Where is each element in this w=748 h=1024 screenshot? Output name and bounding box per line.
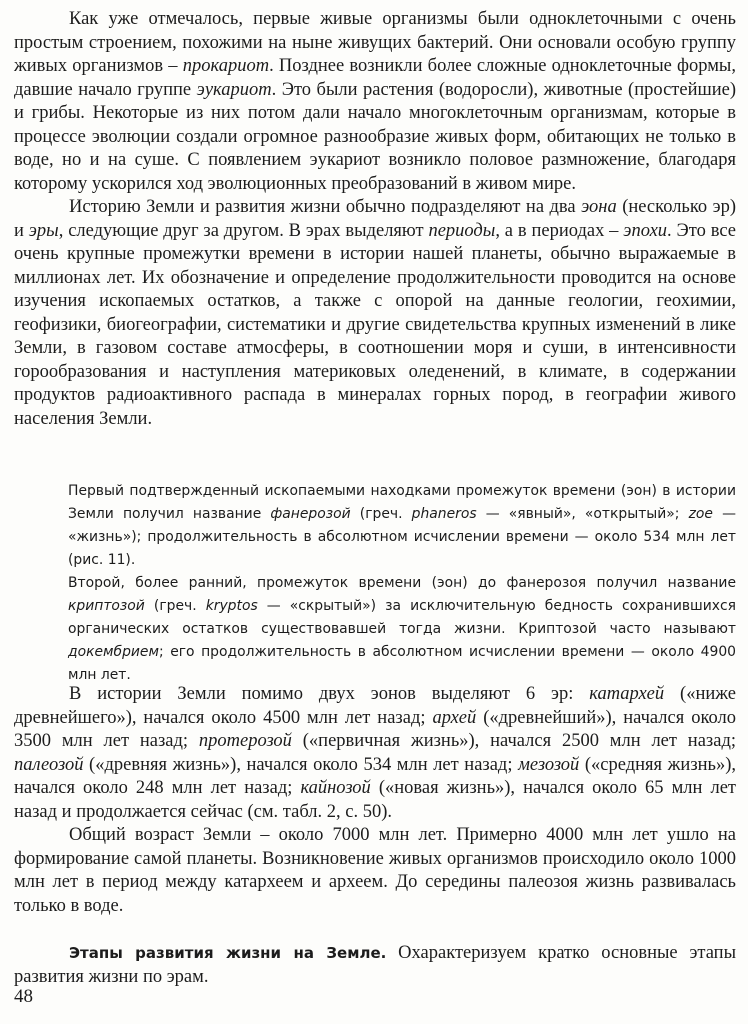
term-phanerozoic: фанерозой — [270, 506, 351, 522]
paragraph-stages — [14, 942, 736, 989]
note-cryptozoic — [68, 572, 736, 687]
main-text-block-2 — [14, 683, 736, 918]
text-run: , а в периодах – — [495, 220, 624, 241]
term-archean: архей — [432, 707, 477, 728]
sidebar-note — [68, 480, 736, 687]
term-cenozoic: кайнозой — [300, 778, 371, 798]
term-zoe: zoe — [688, 506, 713, 522]
text-run: — «жизнь»); продолжительность в абсолютном исчислении времени — около 534 млн лет (рис. 11). — [68, 506, 736, 568]
term-paleozoic: палеозой — [14, 754, 84, 775]
text-run: — «явный», «открытый»; — [476, 506, 689, 522]
term-periods: периоды — [428, 220, 496, 241]
text-run: — «скрытый») за исключительную бедность сохранившихся органических остатков существовавшей тогда жизни. Криптозой часто называют — [68, 598, 736, 637]
text-run: . Это все очень крупные промежутки времени в истории нашей планеты, обычно выражаемые в миллионах лет. Их обозначение и определение продолжительности проводится на основе изучения ископаемых остатков, а также с опорой на данные геологии, геохимии, геофизики, биогеографии, систематики и другие свидетельства крупных изменений в лике Земли, в газовом составе атмосферы, в соотношении моря и суши, в интенсивности горообразования и наступления материковых оледенений, в климате, в содержании продуктов радиоактивного распада в минералах горных пород, в географии живого населения Земли. — [14, 220, 736, 429]
term-eras: эры — [28, 220, 59, 241]
text-run: . Это были растения (водоросли), животные (простейшие) и грибы. Некоторые из них потом дали начало многоклеточным организмам, которые в процессе эволюции создали огромное разнообразие живых форм, обитающих не только в воде, но и на суше. С появлением эукариот возникло половое размножение, благодаря которому ускорился ход эволюционных преобразований в живом мире. — [14, 79, 736, 194]
term-mesozoic: мезозой — [518, 754, 580, 775]
text-run: («древняя жизнь»), начался около 534 млн лет назад; — [83, 754, 519, 775]
note-phanerozoic — [68, 480, 736, 572]
text-run: Второй, более ранний, промежуток времени (эон) до фанерозоя получил название — [68, 575, 736, 591]
term-cryptozoic: криптозой — [68, 598, 145, 614]
term-epochs: эпохи — [623, 220, 668, 241]
text-run: Историю Земли и развития жизни обычно подразделяют на два — [69, 197, 582, 217]
text-run: (греч. — [144, 598, 206, 614]
paragraph-prokaryotes — [14, 8, 736, 196]
term-catarchean: катархей — [589, 684, 665, 704]
text-run: . Позднее возникли более сложные одноклеточные формы, давшие начало группе — [14, 56, 736, 100]
main-text-block-3 — [14, 942, 736, 989]
page-number: 48 — [14, 986, 33, 1007]
term-proterozoic: протерозой — [198, 731, 292, 751]
term-phaneros: phaneros — [411, 506, 477, 522]
term-kryptos: kryptos — [205, 598, 258, 614]
text-run: («средняя жизнь»), начался около 248 млн лет назад; — [14, 754, 736, 798]
paragraph-earth-age: Общий возраст Земли – около 7000 млн лет. Примерно 4000 млн лет ушло на формирование самой планеты. Возникновение живых организмов происходило около 1000 млн лет в период между катархеем и археем. До середины палеозоя жизнь развивалась только в воде. — [14, 825, 736, 916]
paragraph-history-division — [14, 196, 736, 431]
term-eon: эона — [581, 197, 617, 217]
text-run: (несколько эр) и — [14, 197, 736, 241]
text-run: («ниже древнейшего»), начался около 4500 млн лет назад; — [14, 684, 736, 728]
text-run: ; его продолжительность в абсолютном исчислении времени — около 4900 млн лет. — [68, 644, 736, 683]
paragraph-six-eras — [14, 683, 736, 824]
section-heading: Этапы развития жизни на Земле. — [69, 944, 387, 962]
text-run: («первичная жизнь»), начался 2500 млн лет назад; — [291, 731, 736, 751]
text-run: , следующие друг за другом. В эрах выделяют — [58, 220, 429, 241]
text-run: Охарактеризуем кратко основные этапы развития жизни по эрам. — [14, 943, 736, 987]
text-run: Первый подтвержденный ископаемыми находками промежуток времени (эон) в истории Земли получил название — [68, 483, 736, 522]
term-prokaryotes: прокариот — [182, 56, 270, 76]
text-run: («новая жизнь»), начался около 65 млн лет назад и продолжается сейчас (см. табл. 2, с. 50). — [14, 778, 736, 822]
main-text-block — [14, 8, 736, 431]
text-run: В истории Земли помимо двух эонов выделяют 6 эр: — [69, 684, 590, 704]
term-precambrian: докембрием — [68, 644, 159, 660]
text-run: («древнейший»), начался около 3500 млн лет назад; — [14, 707, 736, 751]
text-run: Как уже отмечалось, первые живые организмы были одноклеточными с очень простым строением, похожими на ныне живущих бактерий. Они основали особую группу живых организмов – — [14, 9, 736, 76]
text-run: (греч. — [350, 506, 412, 522]
term-eukaryotes: эукариот — [196, 79, 272, 100]
